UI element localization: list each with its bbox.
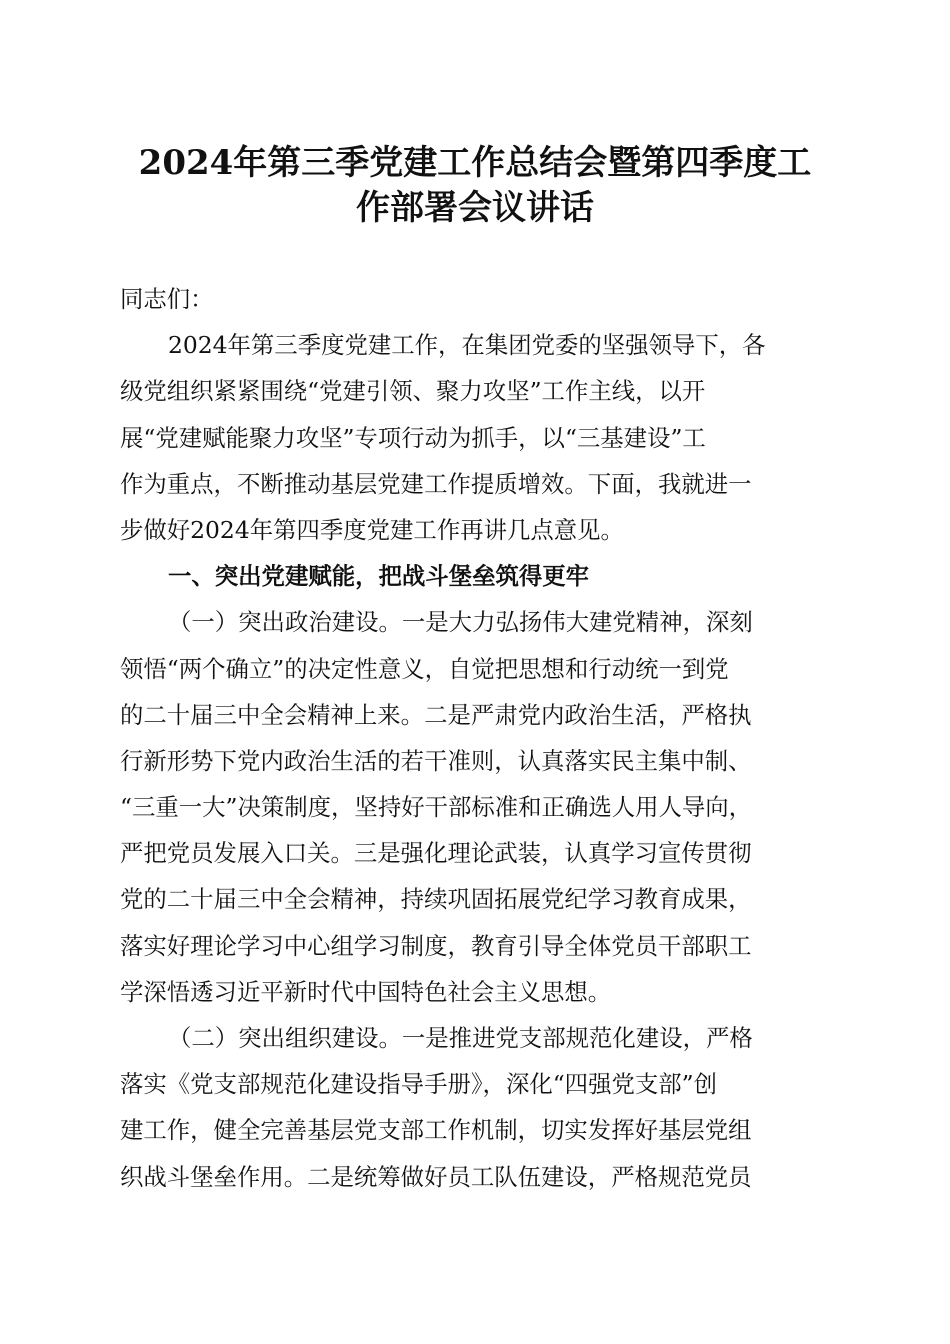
paragraph-line: 学深悟透习近平新时代中国特色社会主义思想。 <box>120 977 612 1006</box>
salutation: 同志们： <box>120 285 214 313</box>
paragraph-line: 落实《党支部规范化建设指导手册》，深化“四强党支部”创 <box>120 1070 717 1099</box>
paragraph-line: 党的二十届三中全会精神，持续巩固拓展党纪学习教育成果， <box>120 885 752 914</box>
document-title-line-2 <box>110 186 840 230</box>
paragraph-line: 级党组织紧紧围绕“党建引领、聚力攻坚”工作主线，以开 <box>120 377 706 406</box>
paragraph-line: 建工作，健全完善基层党支部工作机制，切实发挥好基层党组 <box>120 1116 752 1145</box>
paragraph-line: 织战斗堡垒作用。二是统筹做好员工队伍建设，严格规范党员 <box>120 1162 752 1191</box>
paragraph-line: 落实好理论学习中心组学习制度，教育引导全体党员干部职工 <box>120 931 752 960</box>
title-text: 作部署会议讲话 <box>356 188 594 228</box>
paragraph-line: 2024年第三季度党建工作，在集团党委的坚强领导下，各 <box>168 331 766 360</box>
subsection-political <box>120 599 830 1015</box>
title-text: 2024年第三季党建工作总结会暨第四季度工 <box>138 143 812 183</box>
paragraph-line: 行新形势下党内政治生活的若干准则，认真落实民主集中制、 <box>120 746 752 775</box>
document-body <box>120 276 830 1200</box>
paragraph-line: 领悟“两个确立”的决定性意义，自觉把思想和行动统一到党 <box>120 654 729 683</box>
section-heading: 一、突出党建赋能，把战斗堡垒筑得更牢 <box>168 562 590 591</box>
paragraph-line: 作为重点，不断推动基层党建工作提质增效。下面，我就进一 <box>120 469 752 498</box>
paragraph-line: 展“党建赋能聚力攻坚”专项行动为抓手，以“三基建设”工 <box>120 423 706 452</box>
document-title-line-1 <box>110 141 840 185</box>
intro-paragraph <box>120 322 830 553</box>
paragraph-line: （二）突出组织建设。一是推进党支部规范化建设，严格 <box>168 1024 753 1052</box>
paragraph-line: 严把党员发展入口关。三是强化理论武装，认真学习宣传贯彻 <box>120 839 752 868</box>
paragraph-line: 步做好2024年第四季度党建工作再讲几点意见。 <box>120 515 624 544</box>
subsection-organizational <box>120 1015 830 1200</box>
paragraph-line: （一）突出政治建设。一是大力弘扬伟大建党精神，深刻 <box>168 608 753 637</box>
paragraph-line: “三重一大”决策制度，坚持好干部标准和正确选人用人导向， <box>120 793 753 822</box>
paragraph-line: 的二十届三中全会精神上来。二是严肃党内政治生活，严格执 <box>120 700 752 729</box>
